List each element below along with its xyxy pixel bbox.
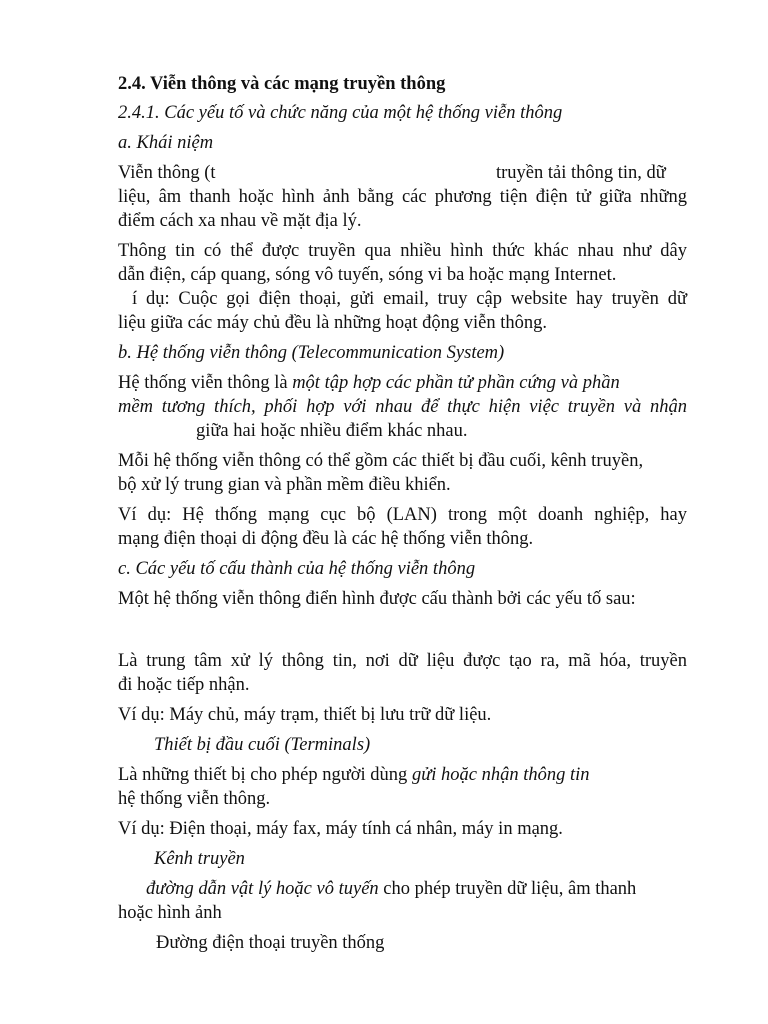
paragraph-line: Đường điện thoại truyền thống [156,933,385,953]
text-run-italic: đường dẫn vật lý hoặc vô tuyến [146,879,379,899]
text-run: Hệ thống viễn thông là [118,373,293,393]
paragraph-line: giữa hai hoặc nhiều điểm khác nhau. [196,421,468,441]
paragraph-line: mềm tương thích, phối hợp với nhau để thực hiện việc truyền và nhận [118,397,687,417]
text-run-italic: một tập hợp các phần tử phần cứng và phần [292,373,620,393]
paragraph-line: Một hệ thống viễn thông điển hình được cấu thành bởi các yếu tố sau: [118,589,636,609]
paragraph-line: liệu giữa các máy chủ đều là những hoạt động viễn thông. [118,313,547,333]
paragraph-line: Viễn thông (t [118,163,216,183]
paragraph-line: í dụ: Cuộc gọi điện thoại, gửi email, truy cập website hay truyền dữ [132,289,687,309]
paragraph-line: mạng điện thoại di động đều là các hệ thống viễn thông. [118,529,534,549]
paragraph-line: Là trung tâm xử lý thông tin, nơi dữ liệu được tạo ra, mã hóa, truyền [118,651,687,671]
text-run: Là những thiết bị cho phép người dùng [118,765,412,785]
paragraph-line: Mỗi hệ thống viễn thông có thể gồm các thiết bị đầu cuối, kênh truyền, [118,451,644,471]
paragraph-line: Ví dụ: Máy chủ, máy trạm, thiết bị lưu trữ dữ liệu. [118,705,492,725]
section-heading: 2.4. Viễn thông và các mạng truyền thông [118,74,446,94]
paragraph-line: bộ xử lý trung gian và phần mềm điều khiển. [118,475,451,495]
paragraph-line: điểm cách xa nhau về mặt địa lý. [118,211,362,231]
paragraph-line: Ví dụ: Hệ thống mạng cục bộ (LAN) trong một doanh nghiệp, hay [118,505,687,525]
paragraph-line [118,763,590,787]
heading-c: c. Các yếu tố cấu thành của hệ thống viễn thông [118,559,476,579]
paragraph-line: liệu, âm thanh hoặc hình ảnh bằng các phương tiện điện tử giữa những [118,187,687,207]
paragraph-line: Thông tin có thể được truyền qua nhiều hình thức khác nhau như dây [118,241,687,261]
heading-b: b. Hệ thống viễn thông (Telecommunication System) [118,343,505,363]
paragraph-line: truyền tải thông tin, dữ [496,163,666,183]
heading-a: a. Khái niệm [118,133,214,153]
list-item-title: Thiết bị đầu cuối (Terminals) [154,735,371,755]
subsection-heading: 2.4.1. Các yếu tố và chức năng của một hệ thống viễn thông [118,103,563,123]
paragraph-line: hoặc hình ảnh [118,903,222,923]
paragraph-line: đi hoặc tiếp nhận. [118,675,250,695]
paragraph-line [146,877,636,901]
paragraph-line: dẫn điện, cáp quang, sóng vô tuyến, sóng vi ba hoặc mạng Internet. [118,265,617,285]
paragraph-line: hệ thống viễn thông. [118,789,271,809]
paragraph-line: Ví dụ: Điện thoại, máy fax, máy tính cá nhân, máy in mạng. [118,819,563,839]
text-run-italic: gửi hoặc nhận thông tin [411,765,590,785]
paragraph-line [118,371,620,395]
list-item-title: Kênh truyền [154,849,245,869]
text-run: cho phép truyền dữ liệu, âm thanh [378,879,637,899]
